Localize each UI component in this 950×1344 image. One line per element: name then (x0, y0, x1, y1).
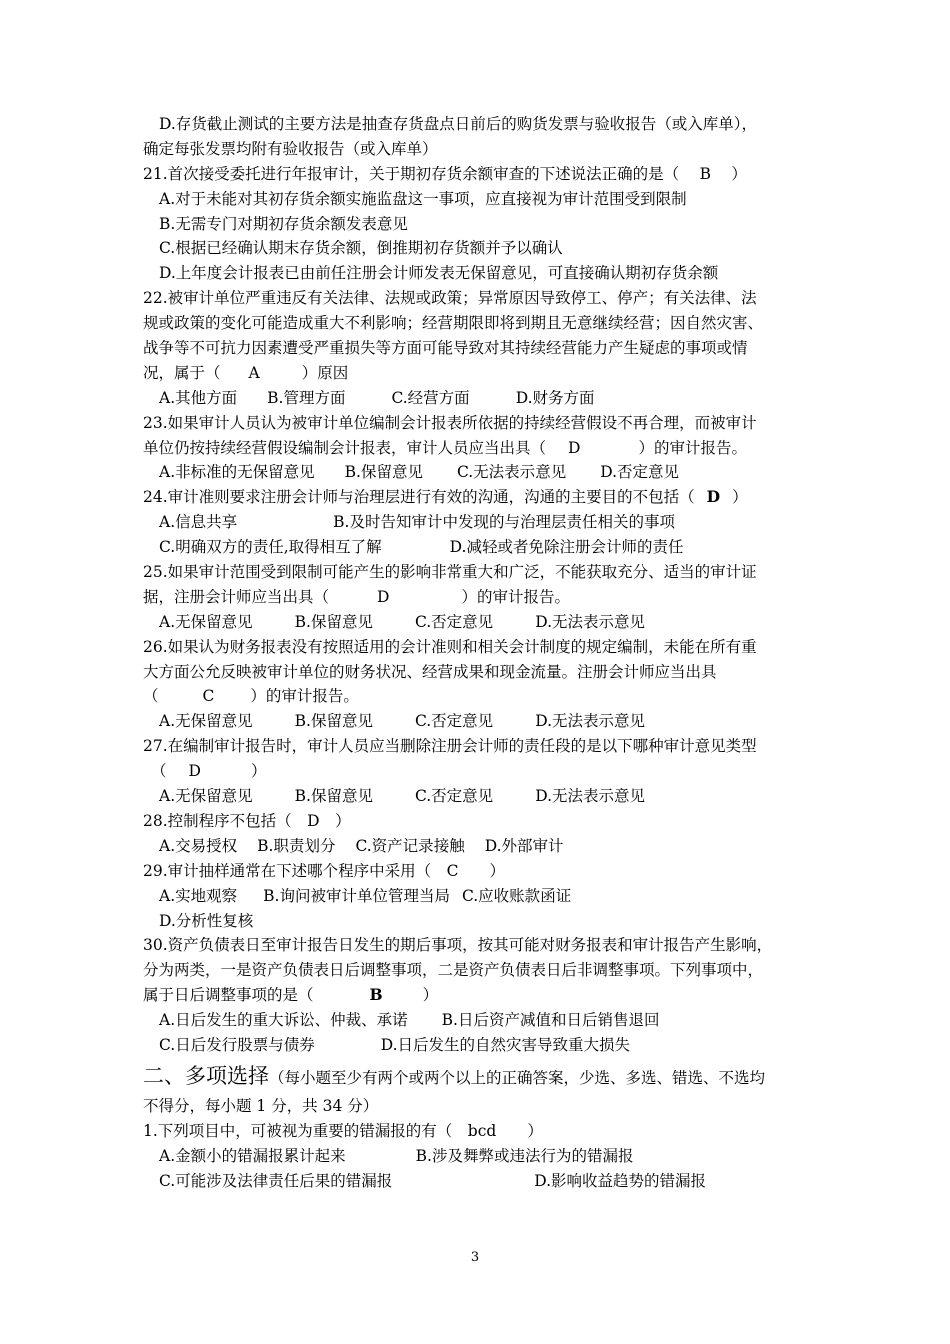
q22-stem-4b: ）原因 (301, 363, 349, 382)
q21-option-a: A.对于未能对其初存货余额实施监盘这一事项，应直接视为审计范围受到限制 (159, 189, 687, 208)
q30-stem-3a: 属于日后调整事项的是（ (143, 986, 314, 1005)
q24-options-1 (143, 510, 813, 535)
q26-stem-1: 26.如果认为财务报表没有按照适用的会计准则和相关会计制度的规定编制，未能在所有重 (143, 637, 757, 656)
q21-option-b: B.无需专门对期初存货余额发表意见 (159, 214, 408, 233)
q24-option-d: D.减轻或者免除注册会计师的责任 (449, 538, 684, 557)
q23-option-c: C.无法表示意见 (456, 463, 567, 482)
q23-option-b: B.保留意见 (344, 463, 423, 482)
q23-options (143, 460, 813, 485)
q28-options (143, 834, 813, 859)
q26-options (143, 709, 813, 734)
q29-option-d: D.分析性复核 (159, 911, 254, 930)
q27-option-c: C.否定意见 (414, 787, 494, 806)
q28-option-a: A.交易授权 (159, 836, 238, 855)
q20-option-d-cont: 确定每张发票均附有验收报告（或入库单） (143, 139, 438, 158)
q22-options (143, 386, 813, 411)
q30-stem-3b: ） (422, 986, 439, 1005)
q30-option-a: A.日后发生的重大诉讼、仲裁、承诺 (159, 1011, 408, 1030)
page-number: 3 (470, 1250, 480, 1265)
m1-options-1 (143, 1144, 813, 1169)
q28-option-b: B.职责划分 (257, 836, 336, 855)
m1-stem: 1.下列项目中，可被视为重要的错漏报的有（ bcd ） (143, 1121, 543, 1140)
q26-option-c: C.否定意见 (414, 712, 494, 731)
q28-option-c: C.资产记录接触 (355, 836, 465, 855)
q28-option-d: D.外部审计 (484, 836, 564, 855)
q25-answer: D (377, 587, 390, 606)
q22-option-d: D.财务方面 (515, 388, 595, 407)
q22-option-b: B.管理方面 (267, 388, 346, 407)
q24-stem-text: 24.审计准则要求注册会计师与治理层进行有效的沟通，沟通的主要目的不包括（ (143, 488, 695, 507)
q22-option-c: C.经营方面 (391, 388, 470, 407)
q24-option-b: B.及时告知审计中发现的与治理层责任相关的事项 (333, 513, 675, 532)
q27-stem-1: 27.在编制审计报告时，审计人员应当删除注册会计师的责任段的是以下哪种审计意见类型 (143, 737, 757, 756)
m1-option-b: B.涉及舞弊或违法行为的错漏报 (415, 1146, 634, 1165)
q21-option-d: D.上年度会计报表已由前任注册会计师发表无保留意见，可直接确认期初存货余额 (159, 264, 719, 283)
q25-option-d: D.无法表示意见 (535, 612, 646, 631)
q25-stem-1: 25.如果审计范围受到限制可能产生的影响非常重大和广泛，不能获取充分、适当的审计证 (143, 563, 757, 582)
q26-stem-3a: （ (143, 687, 159, 706)
q26-stem-3b: ）的审计报告。 (250, 687, 359, 706)
q23-stem-2b: ）的审计报告。 (638, 438, 747, 457)
q24-stem (143, 485, 813, 510)
q23-stem-1: 23.如果审计人员认为被审计单位编制会计报表所依据的持续经营假设不再合理，而被审计 (143, 413, 757, 432)
q24-option-a: A.信息共享 (159, 513, 238, 532)
q25-option-a: A.无保留意见 (159, 612, 253, 631)
q28-stem: 28.控制程序不包括（ D ） (143, 811, 351, 830)
q30-option-c: C.日后发行股票与债券 (159, 1035, 315, 1054)
q29-option-b: B.询问被审计单位管理当局 (263, 886, 450, 905)
q29-option-a: A.实地观察 (159, 886, 238, 905)
q23-stem-2 (143, 436, 813, 461)
q30-stem-3 (143, 983, 813, 1008)
q30-option-b: B.日后资产减值和日后销售退回 (441, 1011, 660, 1030)
q26-option-a: A.无保留意见 (159, 712, 253, 731)
q25-stem-2a: 据，注册会计师应当出具（ (143, 587, 330, 606)
section2-title: 二、多项选择 (143, 1063, 269, 1088)
q29-option-c: C.应收账款函证 (461, 886, 572, 905)
q27-options (143, 784, 813, 809)
q22-stem-4 (143, 361, 813, 386)
q27-option-d: D.无法表示意见 (535, 787, 646, 806)
q27-stem-2a: （ (151, 762, 167, 781)
q25-options (143, 610, 813, 635)
q24-option-c: C.明确双方的责任,取得相互了解 (159, 538, 382, 557)
q25-stem-2b: ）的审计报告。 (461, 587, 570, 606)
q25-stem-2 (143, 585, 813, 610)
q24-answer: D (706, 487, 721, 507)
q26-option-b: B.保留意见 (294, 712, 373, 731)
q22-stem-3: 战争等不可抗力因素遭受严重损失等方面可能导致对其持续经营能力产生疑虑的事项或情 (143, 339, 748, 358)
q22-answer: A (248, 363, 260, 382)
q22-stem-1: 22.被审计单位严重违反有关法律、法规或政策；异常原因导致停工、停产；有关法律、法 (143, 289, 757, 308)
q27-option-b: B.保留意见 (294, 787, 373, 806)
q22-stem-2: 规或政策的变化可能造成重大不利影响；经营期限即将到期且无意继续经营；因自然灾害、 (143, 314, 764, 333)
q23-stem-2a: 单位仍按持续经营假设编制会计报表，审计人员应当出具（ (143, 438, 547, 457)
q27-stem-2b: ） (250, 762, 267, 781)
q20-option-d: D.存货截止测试的主要方法是抽查存货盘点日前后的购货发票与验收报告（或入库单）， (159, 115, 758, 133)
q23-option-d: D.否定意见 (600, 463, 680, 482)
q30-stem-1: 30.资产负债表日至审计报告日发生的期后事项，按其可能对财务报表和审计报告产生影响， (143, 936, 773, 955)
section2-header (143, 1058, 813, 1094)
m1-options-2 (143, 1169, 813, 1194)
q27-answer: D (188, 762, 201, 781)
q29-options (143, 884, 813, 909)
q30-options-1 (143, 1008, 813, 1033)
q22-option-a: A.其他方面 (159, 388, 238, 407)
q22-stem-4a: 况，属于（ (143, 363, 221, 382)
q26-stem-3 (143, 684, 813, 709)
m1-option-a: A.金额小的错漏报累计起来 (159, 1146, 346, 1165)
page-content (143, 112, 813, 1193)
q21-option-c: C.根据已经确认期末存货余额，倒推期初存货额并予以确认 (159, 239, 563, 258)
q30-option-d: D.日后发生的自然灾害导致重大损失 (380, 1035, 631, 1054)
section2-note-cont: 不得分，每小题 1 分，共 34 分） (143, 1096, 379, 1115)
m1-option-d: D.影响收益趋势的错漏报 (534, 1171, 707, 1190)
q27-option-a: A.无保留意见 (159, 787, 253, 806)
q26-option-d: D.无法表示意见 (535, 712, 646, 731)
q23-option-a: A.非标准的无保留意见 (159, 463, 315, 482)
q23-answer: D (568, 438, 581, 457)
q25-option-b: B.保留意见 (294, 612, 373, 631)
q24-close: ） (732, 488, 748, 507)
q21-stem: 21.首次接受委托进行年报审计，关于期初存货余额审查的下述说法正确的是（ B ） (143, 164, 747, 183)
q26-stem-2: 大方面公允反映被审计单位的财务状况、经营成果和现金流量。注册会计师应当出具 (143, 662, 717, 681)
q29-stem: 29.审计抽样通常在下述哪个程序中采用（ C ） (143, 861, 506, 880)
q30-answer: B (369, 985, 383, 1005)
q27-stem-2 (143, 759, 813, 784)
q30-stem-2: 分为两类，一是资产负债表日后调整事项，二是资产负债表日后非调整事项。下列事项中， (143, 961, 764, 980)
q24-options-2 (143, 535, 813, 560)
section2-note: （每小题至少有两个或两个以上的正确答案，少选、多选、错选、不选均 (269, 1068, 766, 1087)
q26-answer: C (202, 687, 215, 706)
q30-options-2 (143, 1033, 813, 1058)
m1-option-c: C.可能涉及法律责任后果的错漏报 (159, 1171, 393, 1190)
q25-option-c: C.否定意见 (414, 612, 494, 631)
